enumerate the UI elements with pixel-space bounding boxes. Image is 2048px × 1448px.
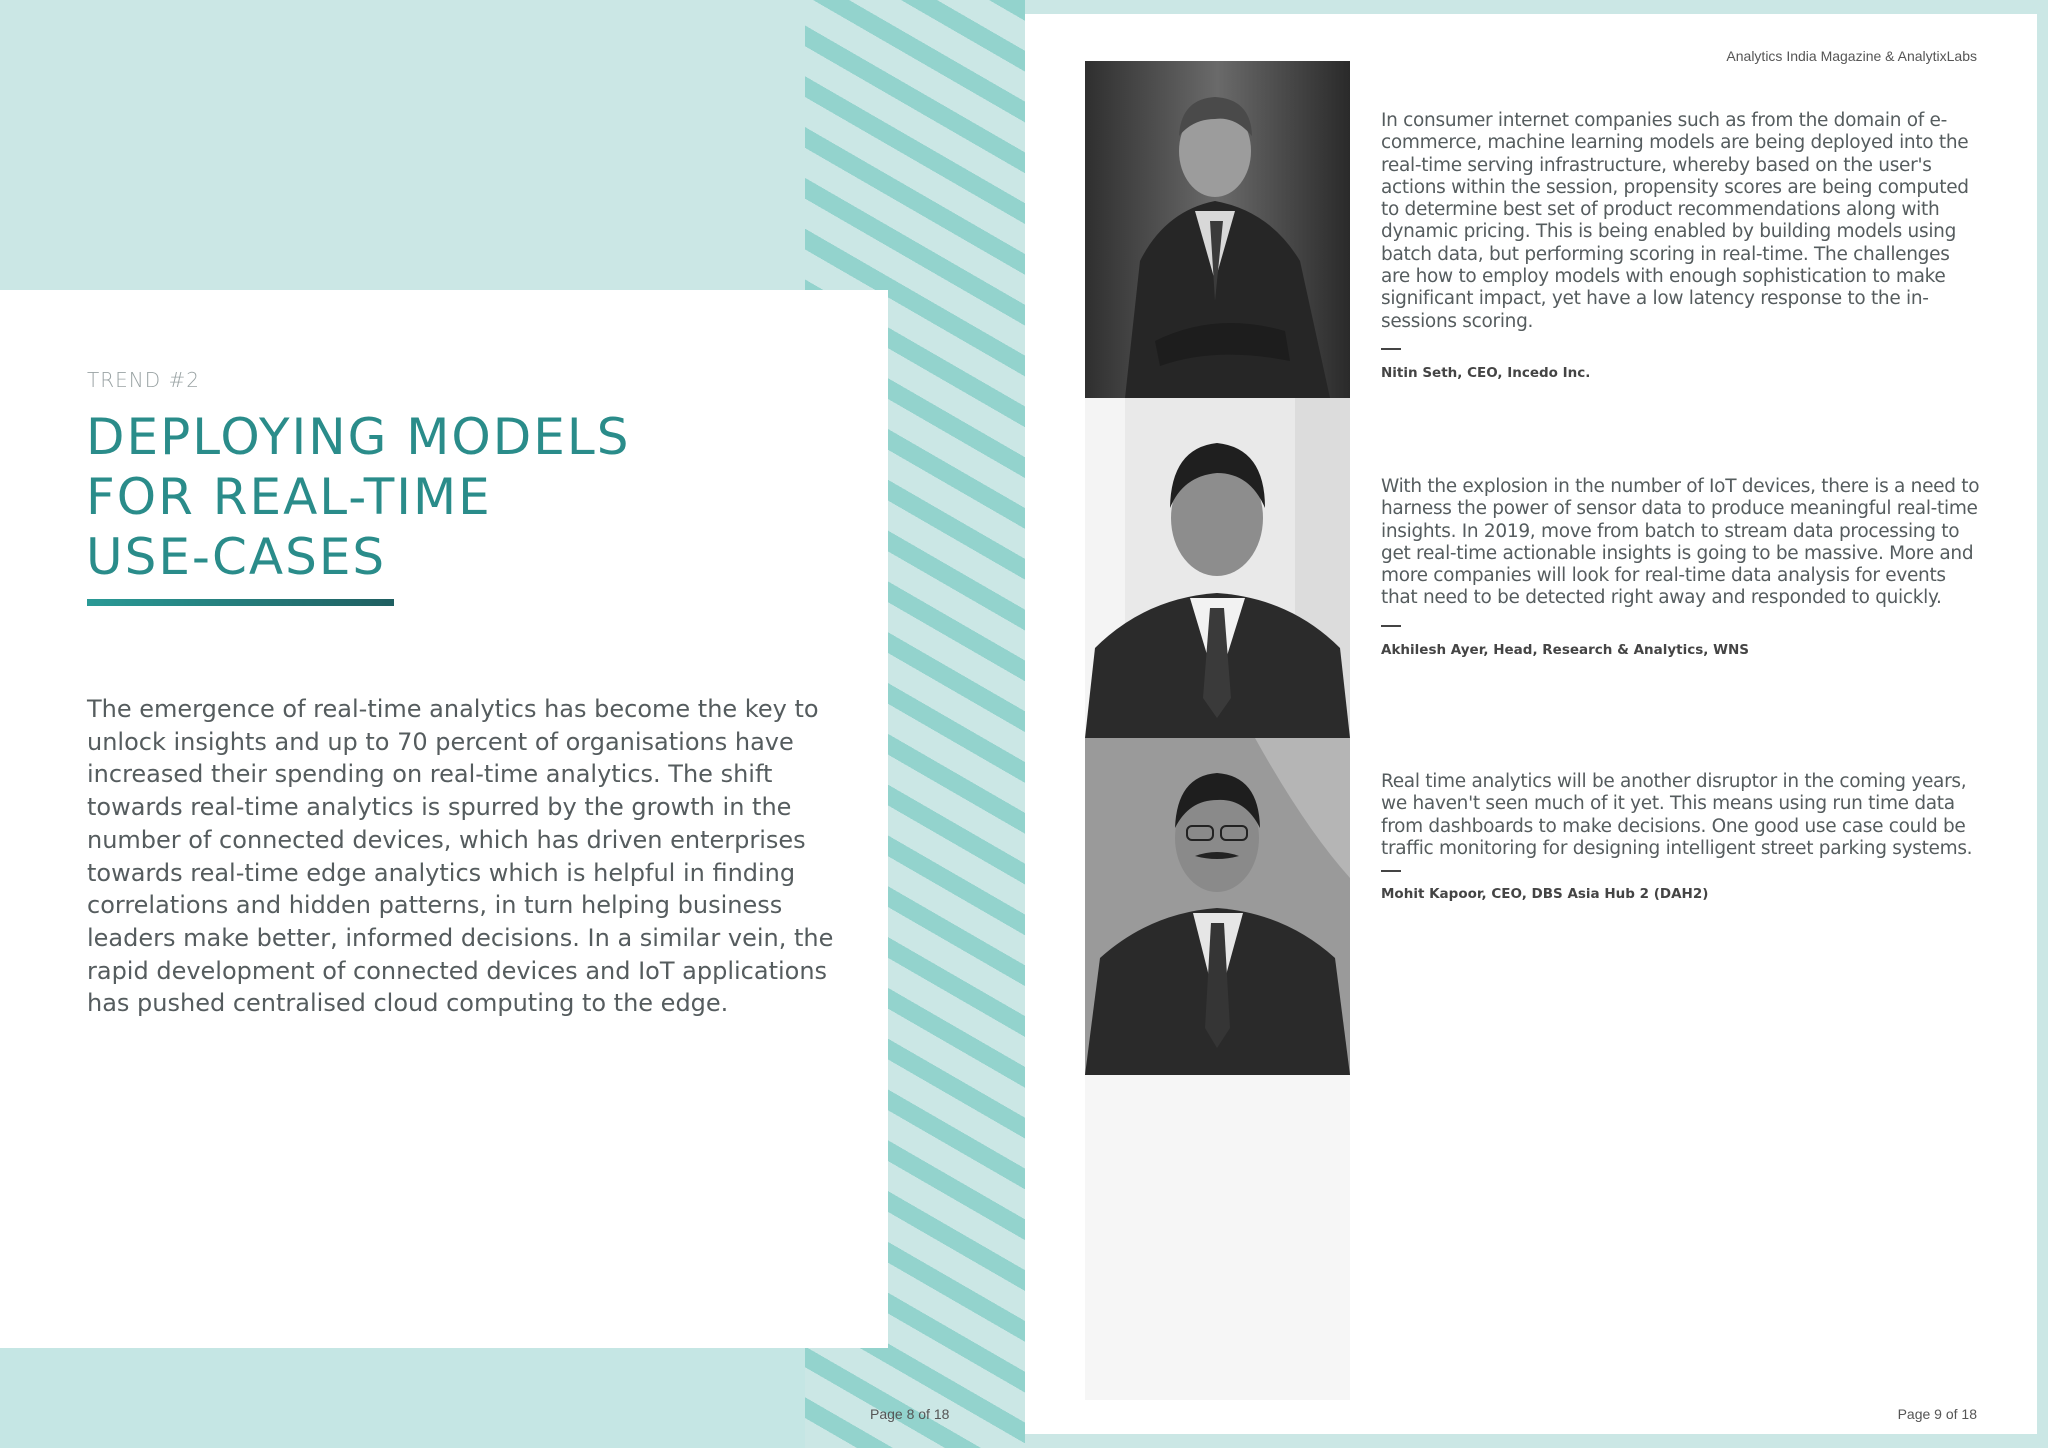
trend-label: TREND #2	[87, 368, 200, 392]
portrait-photo-3	[1085, 738, 1350, 1075]
publication-header: Analytics India Magazine & AnalytixLabs	[1726, 48, 1977, 64]
right-page	[1025, 14, 2037, 1434]
quote-text-2: With the explosion in the number of IoT devices, there is a need to harness the power of sensor data to produce meaningful real-time insights. In 2019, move from batch to stream data processing to get real-time actionable insights is going to be massive. More and more companies will look for real-time data analysis for events that need to be detected right away and responded to quickly.	[1381, 476, 1980, 609]
quote-block-2	[1381, 476, 1981, 658]
quote-text-1: In consumer internet companies such as from the domain of e-commerce, machine learning models are being deployed into the real-time serving infrastructure, whereby based on the user's actions within the session, propensity scores are being computed to determine best set of product recommendations along with dynamic pricing. This is being enabled by building models using batch data, but performing scoring in real-time. The challenges are how to employ models with enough sophistication to make significant impact, yet have a low latency response to the in-sessions scoring.	[1381, 110, 1969, 332]
title-line-1: DEPLOYING MODELS	[86, 408, 631, 466]
title-underline	[87, 599, 394, 606]
page-number-left: Page 8 of 18	[870, 1406, 950, 1422]
quote-block-3	[1381, 771, 1981, 902]
quote-author-2: Akhilesh Ayer, Head, Research & Analytics, WNS	[1381, 641, 1750, 658]
title-line-3: USE-CASES	[86, 528, 387, 586]
portrait-photo-1	[1085, 61, 1350, 398]
page-title	[86, 407, 630, 587]
intro-paragraph: The emergence of real-time analytics has become the key to unlock insights and up to 70 percent of organisations have increased their spending on real-time analytics. The shift towards real-time analytics is spurred by the growth in the number of connected devices, which has driven enterprises towards real-time edge analytics which is helpful in finding correlations and hidden patterns, in turn helping business leaders make better, informed decisions. In a similar vein, the rapid development of connected devices and IoT applications has pushed centralised cloud computing to the edge.	[87, 695, 834, 1018]
quote-dash-1	[1381, 348, 1401, 350]
quote-block-1	[1381, 110, 1981, 381]
title-line-2: FOR REAL-TIME	[86, 468, 492, 526]
photo-column	[1085, 61, 1350, 1400]
background-bottom-band	[0, 1348, 805, 1448]
quote-text-3: Real time analytics will be another disruptor in the coming years, we haven't seen much of it yet. This means using run time data from dashboards to make decisions. One good use case could be traffic monitoring for designing intelligent street parking systems.	[1381, 771, 1973, 859]
portrait-photo-2	[1085, 398, 1350, 738]
quote-author-3: Mohit Kapoor, CEO, DBS Asia Hub 2 (DAH2)	[1381, 886, 1709, 903]
quote-dash-3	[1381, 870, 1401, 872]
background-top-band	[0, 0, 805, 290]
quote-author-1: Nitin Seth, CEO, Incedo Inc.	[1381, 364, 1591, 381]
quote-dash-2	[1381, 625, 1401, 627]
page-number-right: Page 9 of 18	[1897, 1406, 1977, 1422]
